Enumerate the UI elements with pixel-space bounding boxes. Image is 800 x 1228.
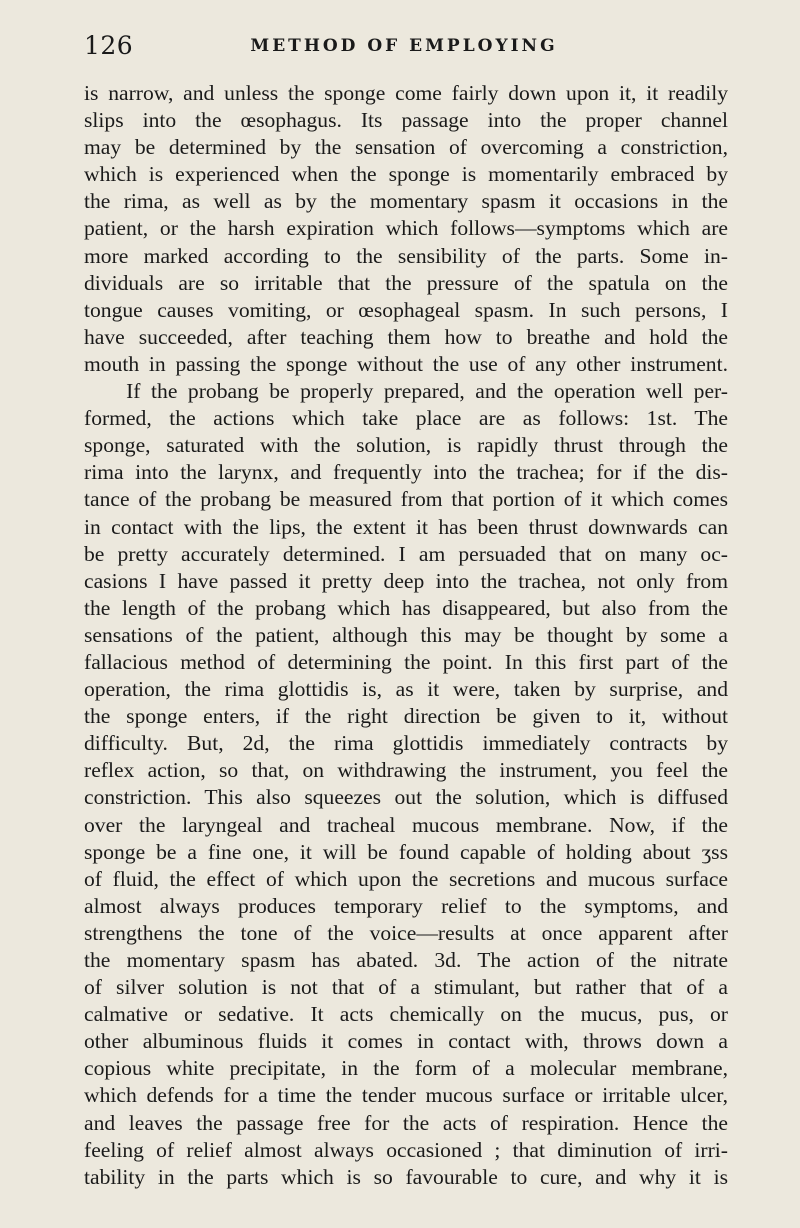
text-line: other albuminous fluids it comes in contact with, throws down a xyxy=(84,1029,728,1054)
text-line: calmative or sedative. It acts chemically on the mucus, pus, or xyxy=(84,1002,728,1027)
text-line: If the probang be properly prepared, and the operation well per- xyxy=(84,379,728,404)
page-header xyxy=(84,28,724,64)
text-line: of silver solution is not that of a stimulant, but rather that of a xyxy=(84,975,728,1000)
text-line: tance of the probang be measured from that portion of it which comes xyxy=(84,487,728,512)
text-line: which is experienced when the sponge is momentarily embraced by xyxy=(84,162,728,187)
text-line: which defends for a time the tender mucous surface or irritable ulcer, xyxy=(84,1083,728,1108)
text-line: patient, or the harsh expiration which follows—symptoms which are xyxy=(84,216,728,241)
text-line: copious white precipitate, in the form of a molecular membrane, xyxy=(84,1056,728,1081)
text-line: difficulty. But, 2d, the rima glottidis immediately contracts by xyxy=(84,731,728,756)
text-line: rima into the larynx, and frequently into the trachea; for if the dis- xyxy=(84,460,728,485)
text-line: sponge, saturated with the solution, is rapidly thrust through the xyxy=(84,433,728,458)
text-line: the sponge enters, if the right direction be given to it, without xyxy=(84,704,728,729)
text-line: over the laryngeal and tracheal mucous membrane. Now, if the xyxy=(84,812,728,837)
text-line: formed, the actions which take place are as follows: 1st. The xyxy=(84,406,728,431)
text-line: may be determined by the sensation of overcoming a constriction, xyxy=(84,135,728,160)
text-line: and leaves the passage free for the acts of respiration. Hence the xyxy=(84,1110,728,1135)
page-number: 126 xyxy=(84,31,134,60)
text-line: tability in the parts which is so favourable to cure, and why it is xyxy=(84,1164,728,1189)
text-line: in contact with the lips, the extent it has been thrust downwards can xyxy=(84,514,728,539)
text-line: the length of the probang which has disappeared, but also from the xyxy=(84,595,728,620)
text-line: be pretty accurately determined. I am persuaded that on many oc- xyxy=(84,541,728,566)
text-line: casions I have passed it pretty deep into the trachea, not only from xyxy=(84,568,728,593)
text-line: slips into the œsophagus. Its passage into the proper channel xyxy=(84,108,728,133)
text-line: have succeeded, after teaching them how to breathe and hold the xyxy=(84,324,728,349)
text-line: sponge be a fine one, it will be found capable of holding about ʒss xyxy=(84,839,728,864)
text-line: operation, the rima glottidis is, as it were, taken by surprise, and xyxy=(84,677,728,702)
text-line: feeling of relief almost always occasioned ; that diminution of irri- xyxy=(84,1137,728,1162)
text-line: the rima, as well as by the momentary spasm it occasions in the xyxy=(84,189,728,214)
text-line: constriction. This also squeezes out the solution, which is diffused xyxy=(84,785,728,810)
text-line: is narrow, and unless the sponge come fairly down upon it, it readily xyxy=(84,81,728,105)
text-line: tongue causes vomiting, or œsophageal spasm. In such persons, I xyxy=(84,297,728,322)
text-line: fallacious method of determining the point. In this first part of the xyxy=(84,649,728,674)
text-line: of fluid, the effect of which upon the secretions and mucous surface xyxy=(84,866,728,891)
text-line: mouth in passing the sponge without the use of any other instrument. xyxy=(84,351,728,376)
text-line: dividuals are so irritable that the pressure of the spatula on the xyxy=(84,270,728,295)
text-line: reflex action, so that, on withdrawing the instrument, you feel the xyxy=(84,758,728,783)
text-line: strengthens the tone of the voice—results at once apparent after xyxy=(84,920,728,945)
text-line: almost always produces temporary relief to the symptoms, and xyxy=(84,893,728,918)
text-line: the momentary spasm has abated. 3d. The action of the nitrate xyxy=(84,948,728,972)
running-title: METHOD OF EMPLOYING xyxy=(250,36,558,56)
body-text xyxy=(84,80,728,1191)
text-line: more marked according to the sensibility of the parts. Some in- xyxy=(84,243,728,268)
text-line: sensations of the patient, although this may be thought by some a xyxy=(84,622,728,647)
